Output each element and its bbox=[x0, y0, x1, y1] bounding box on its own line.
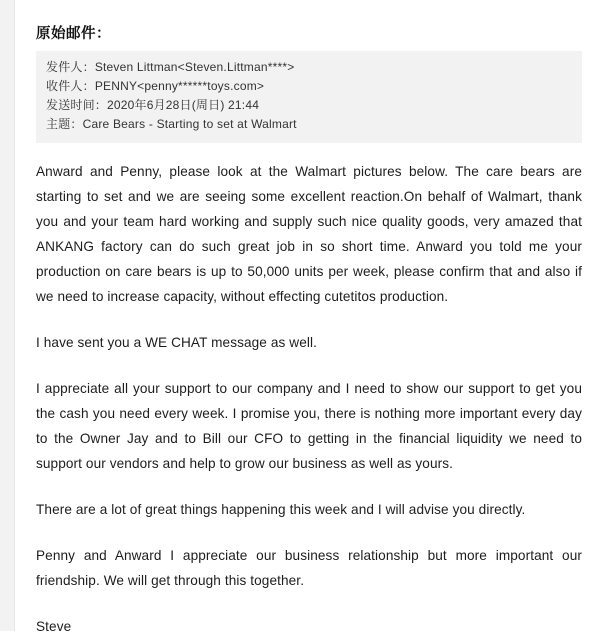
body-paragraph-1: Anward and Penny, please look at the Walmart pictures below. The care bears are starting to set and we are seeing some excellent reaction.On behalf of Walmart, thank you and your team hard working and supply such nice quality goods, very amazed that ANKANG factory can do such great job in so short time. Anward you told me your production on care bears is up to 50,000 units per week, please confirm that and also if we need to increase capacity, without effecting cutetitos production. bbox=[36, 164, 582, 304]
left-margin-rail bbox=[0, 0, 15, 631]
email-header-block bbox=[36, 51, 582, 143]
email-content bbox=[36, 0, 582, 639]
header-row-subject bbox=[46, 115, 572, 134]
header-row-from bbox=[46, 58, 572, 77]
email-body bbox=[36, 159, 582, 639]
header-value-subject: Care Bears - Starting to set at Walmart bbox=[82, 117, 297, 131]
header-value-sent-time: 2020年6月28日(周日) 21:44 bbox=[107, 98, 260, 112]
body-paragraph-4: There are a lot of great things happening this week and I will advise you directly. bbox=[36, 502, 526, 517]
header-row-sent-time bbox=[46, 96, 572, 115]
header-label-from: 发件人： bbox=[46, 60, 95, 74]
original-mail-heading: 原始邮件： bbox=[36, 26, 111, 42]
header-label-subject: 主题： bbox=[46, 117, 83, 131]
header-label-to: 收件人： bbox=[46, 79, 95, 93]
body-paragraph-2: I have sent you a WE CHAT message as well. bbox=[36, 335, 317, 350]
header-value-to: PENNY<penny******toys.com> bbox=[94, 79, 265, 93]
body-paragraph-3: I appreciate all your support to our company and I need to show our support to get you the cash you need every week. I promise you, there is nothing more important every day to the Owner Jay and to Bill our CFO to getting in the financial liquidity we need to support our vendors and help to grow our business as well as yours. bbox=[36, 381, 582, 471]
email-signature: Steve bbox=[36, 619, 72, 634]
header-value-from: Steven Littman<Steven.Littman****> bbox=[94, 60, 295, 74]
header-row-to bbox=[46, 77, 572, 96]
header-label-sent-time: 发送时间： bbox=[46, 98, 108, 112]
body-paragraph-5: Penny and Anward I appreciate our business relationship but more important our friendship. We will get through this together. bbox=[36, 548, 582, 588]
